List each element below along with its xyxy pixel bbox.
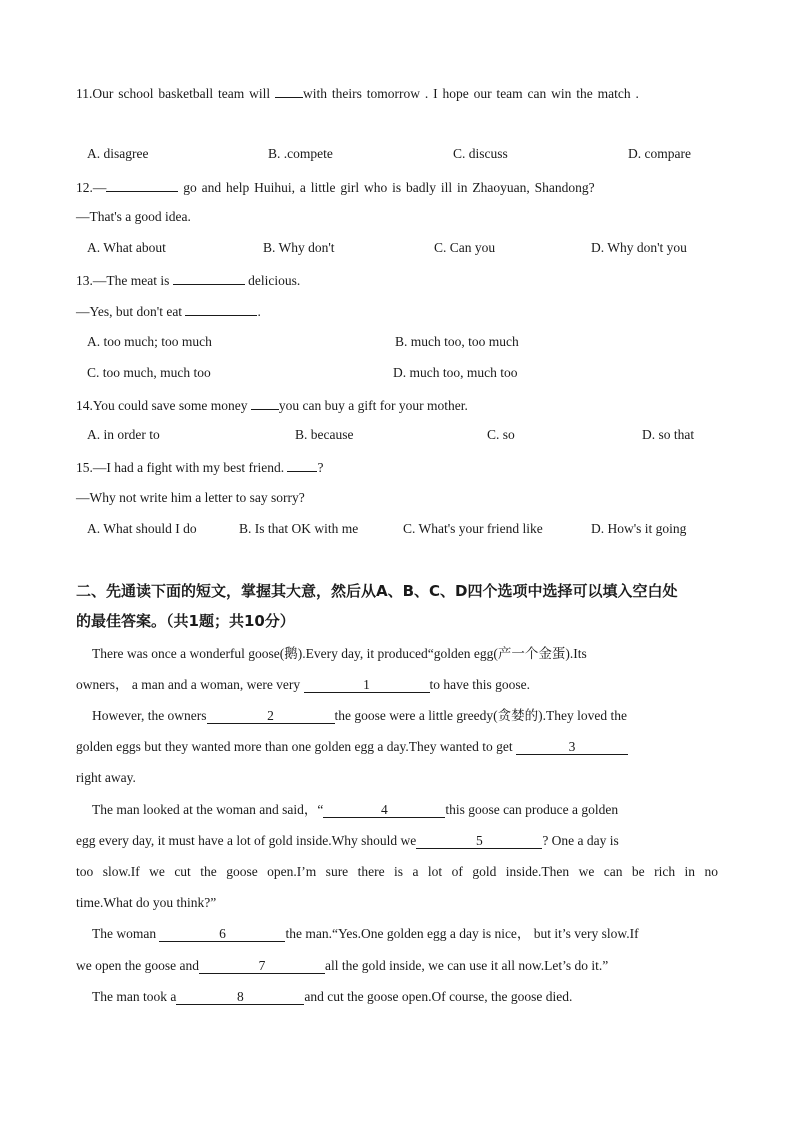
question-15-stem: 15.—I had a fight with my best friend. ? [76,457,323,477]
question-13-option-b: B. much too, too much [395,334,519,349]
question-12-option-b: B. Why don't [263,240,335,255]
passage-line: The woman 6 the man.“Yes.One golden egg a day is nice， but it’s very slow.If [92,926,639,941]
cloze-blank-1: 1 [304,678,430,693]
question-14-stem: 14.You could save some money you can buy a gift for your mother. [76,395,468,415]
section-heading-continued: 的最佳答案。（共1题；共10分） [76,612,295,630]
passage-line: golden eggs but they wanted more than one golden egg a day.They wanted to get 3 [76,738,628,756]
question-15-reply: —Why not write him a letter to say sorry? [76,490,305,505]
section-heading: 二、先通读下面的短文，掌握其大意，然后从A、B、C、D四个选项中选择可以填入空白处 [76,582,678,600]
cloze-blank-7: 7 [199,959,325,974]
passage-line: egg every day, it must have a lot of gold inside.Why should we 5 ? One a day is [76,833,619,848]
cloze-blank-3: 3 [516,740,628,755]
answer-blank [251,395,279,410]
passage-line: owners， a man and a woman, were very 1 to have this goose. [76,677,531,692]
question-11-stem: 11.Our school basketball team will with theirs tomorrow . I hope our team can win the match . [76,83,639,103]
question-11-option-d: D. compare [628,146,691,161]
question-13-option-a: A. too much; too much [87,334,212,349]
question-13-reply: —Yes, but don't eat . [76,301,261,321]
passage-line: we open the goose and 7 all the gold inside, we can use it all now.Let’s do it.” [76,958,609,973]
cloze-blank-5: 5 [416,834,542,849]
question-13-option-d: D. much too, much too [393,365,518,380]
passage-line: The man took a 8 and cut the goose open.Of course, the goose died. [92,989,573,1004]
cloze-blank-8: 8 [176,990,304,1005]
passage-line: time.What do you think?” [76,895,217,910]
question-13-option-c: C. too much, much too [87,365,211,380]
cloze-blank-4: 4 [323,803,445,818]
cloze-blank-6: 6 [159,927,285,942]
question-12-reply: —That's a good idea. [76,209,191,224]
question-14-option-a: A. in order to [87,427,160,442]
question-12-option-a: A. What about [87,240,166,255]
question-15-option-d: D. How's it going [591,521,687,536]
answer-blank [185,301,257,316]
question-14-option-b: B. because [295,427,354,442]
passage-line: There was once a wonderful goose(鹅).Every day, it produced“golden egg(产一个金蛋).Its [92,646,587,661]
passage-line: The man looked at the woman and said，“ 4 this goose can produce a golden [92,802,619,817]
question-15-option-c: C. What's your friend like [403,521,543,536]
question-14-option-c: C. so [487,427,515,442]
answer-blank [275,83,303,98]
question-11-option-c: C. discuss [453,146,508,161]
answer-blank [173,270,245,285]
question-12-option-c: C. Can you [434,240,496,255]
question-12-stem: 12.— go and help Huihui, a little girl who is badly ill in Zhaoyuan, Shandong? [76,177,595,197]
question-12-option-d: D. Why don't you [591,240,687,255]
question-11-option-a: A. disagree [87,146,149,161]
question-15-option-b: B. Is that OK with me [239,521,359,536]
passage-line: too slow.If we cut the goose open.I’m sure there is a lot of gold inside.Then we can be rich in no [76,864,718,879]
passage-line: right away. [76,770,136,785]
answer-blank [287,457,317,472]
question-14-option-d: D. so that [642,427,695,442]
passage-line: However, the owners 2 the goose were a little greedy(贪婪的).They loved the [92,708,627,723]
question-11-option-b: B. .compete [268,146,333,161]
question-15-option-a: A. What should I do [87,521,197,536]
question-13-stem: 13.—The meat is delicious. [76,270,300,290]
cloze-blank-2: 2 [207,709,335,724]
answer-blank [106,177,178,192]
